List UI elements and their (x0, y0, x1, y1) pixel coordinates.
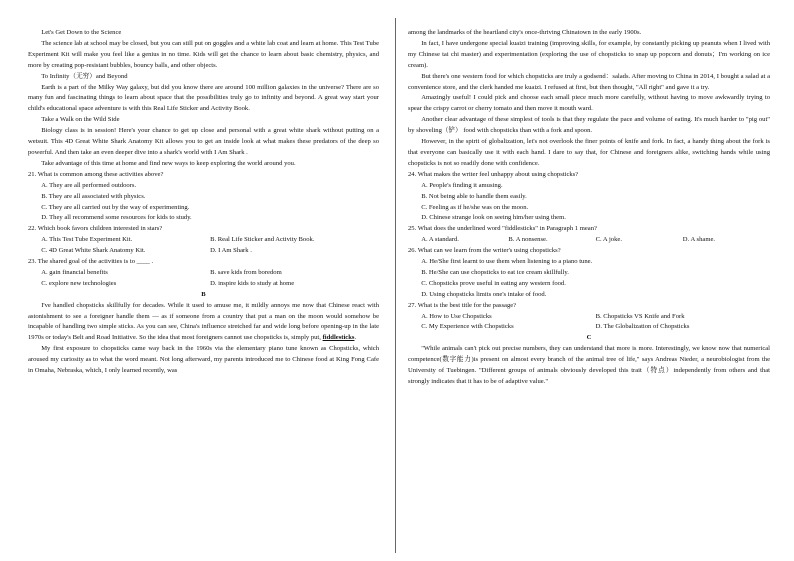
passage-a-title-2: To Infinity（无穷）and Beyond (41, 72, 128, 80)
question-26-option-b: B. He/She can use chopsticks to eat ice cream skillfully. (421, 268, 569, 276)
question-22-options-row-1 (28, 235, 379, 246)
passage-a-paragraph-1: The science lab at school may be closed, but you can still put on goggles and a white lab coat and learn at home. This Test Tube Experiment Kit will make you feel like a genius in no time. Kids will get the chance to learn about basic chemistry, physics, and more by creating pop-resistant bubbles, bouncy balls, and other objects. (28, 39, 379, 69)
question-27-options-row-1 (408, 312, 770, 323)
question-26-option-a: A. He/She first learnt to use them when listening to a piano tune. (421, 258, 593, 266)
question-22: 22. Which book favors children interested in stars? (28, 225, 163, 233)
passage-b-paragraph-3: In fact, I have undergone special kuaizi training (improving skills, for example, by constantly picking up peanuts when I lived with my Chinese tai chi master) and experimentation (exploring the use of chopsticks to snap up popcorn and donuts；I'm working on ice cream). (408, 39, 770, 69)
question-26-option-c: C. Chopsticks prove useful in eating any western food. (421, 279, 566, 287)
passage-c-paragraph-1: "While animals can't pick out precise numbers, they can understand that more is more. Interestingly, we know now that numerical competence(数字能力)is present on almost every branch of the animal tree of life," says Andreas Nieder, a neurobiologist from the University of Tuebingen. "Different groups of animals obviously developed this trait（特点）independently from others and that strongly indicates that it has to be of adaptive value." (408, 345, 770, 385)
question-23-options-row-2 (28, 279, 379, 290)
question-24-option-c: C. Feeling as if he/she was on the moon. (421, 203, 529, 211)
question-21-option-d: D. They all recommend some resources for kids to study. (41, 214, 192, 222)
question-22-options-row-2 (28, 246, 379, 257)
question-23-option-a: A. gain financial benefits (41, 268, 108, 276)
question-24-option-b: B. Not being able to handle them easily. (421, 192, 527, 200)
question-27-option-b: B. Chopsticks VS Knife and Fork (595, 312, 685, 320)
question-23-option-d: D. inspire kids to study at home (210, 279, 295, 287)
passage-b-paragraph-1-end: . (354, 334, 357, 342)
question-21: 21. What is common among these activities above? (28, 170, 164, 178)
question-25-option-a: A. A standard. (421, 236, 459, 244)
question-25-option-c: C. A joke. (595, 236, 622, 244)
passage-b-paragraph-7: However, in the spirit of globalization, let's not overlook the finer points of knife and fork. In fact, a handy thing about the fork is that everyone can basically use it with each hand. I dare to say that, for Chinese and foreigners alike, switching hands while using chopsticks is not so readily done with confidence. (408, 138, 770, 167)
question-23: 23. The shared goal of the activities is to ____ . (28, 258, 154, 266)
passage-b-paragraph-6: Another clear advantage of these simplest of tools is that they regulate the pace and volume of eating. It's much harder to "pig out" by shoveling（铲） food with chopsticks than with a fork and spoon. (408, 116, 770, 135)
underlined-word-fiddlesticks: fiddlesticks (322, 334, 355, 342)
passage-a-paragraph-3: Biology class is in session! Here's your chance to get up close and personal with a great white shark without putting on a wetsuit. This 4D Great White Shark Anatomy Kit allows you to get an inside look at what makes these predators of the deep so powerful. And then take an even deeper dive into a shark's world with I Am Shark . (28, 127, 379, 156)
section-c-heading: C (586, 334, 592, 342)
question-22-option-b: B. Real Life Sticker and Activity Book. (210, 236, 315, 244)
passage-a-title-3: Take a Walk on the Wild Side (41, 116, 120, 124)
right-column (408, 28, 770, 388)
question-25: 25. What does the underlined word "fiddlesticks" in Paragraph 1 mean? (408, 225, 597, 233)
passage-b-paragraph-1 (28, 301, 379, 345)
question-24-option-d: D. Chinese strange look on seeing him/her using them. (421, 214, 566, 222)
question-21-option-b: B. They are all associated with physics. (41, 192, 146, 200)
question-22-option-a: A. This Test Tube Experiment Kit. (41, 236, 133, 244)
section-b-heading: B (201, 290, 206, 298)
passage-b-paragraph-2: My first exposure to chopsticks came way back in the 1960s via the elementary piano tune known as Chopsticks, which aroused my curiosity as to what the word meant. Not long afterward, my parents introduced me to Chinese food at King Fong Cafe in Omaha, Nebraska, which, I only learned recently, was (28, 345, 379, 375)
passage-a-title-1: Let's Get Down to the Science (41, 29, 122, 36)
passage-b-paragraph-5: Amazingly useful! I could pick and choose each small piece much more carefully, without having to move awkwardly trying to spear the crispy carrot or cherry tomato and then move it mouth ward. (408, 94, 770, 113)
question-25-option-d: D. A shame. (682, 236, 716, 244)
question-27-option-d: D. The Globalization of Chopsticks (595, 323, 690, 331)
question-23-options-row-1 (28, 268, 379, 279)
passage-b-paragraph-1-text: I've handled chopsticks skillfully for decades. While it used to amuse me, it mildly annoys me now that Chinese react with astonishment to see a foreigner handle them — as if someone from a country that put a man on the moon would somehow be incapable of handling two simple sticks. As you can see, China's influence stretched far and wide long before opening-up in the late 1970s or today's Belt and Road Initiative. So the idea that most foreigners cannot use chopsticks is, simply put, (28, 301, 379, 342)
passage-a-paragraph-2: Earth is a part of the Milky Way galaxy, but did you know there are around 100 million galaxies in the universe? There are so many fun and fascinating things to learn about space that the possibilities truly go to infinity and beyond. A great way start your child's educational space adventure is with this Real Life Sticker and Activity Book. (28, 83, 379, 113)
question-21-option-c: C. They are all carried out by the way of experimenting. (41, 203, 190, 211)
question-27-options-row-2 (408, 322, 770, 333)
question-27-option-a: A. How to Use Chopsticks (421, 312, 492, 320)
left-column (28, 28, 379, 377)
question-25-option-b: B. A nonsense. (508, 236, 548, 244)
passage-b-paragraph-2-continued: among the landmarks of the heartland city's once-thriving Chinatown in the early 1900s. (408, 29, 642, 36)
column-divider (395, 18, 396, 553)
question-26: 26. What can we learn from the writer's using chopsticks? (408, 247, 561, 255)
question-27-option-c: C. My Experience with Chopsticks (421, 323, 514, 331)
passage-b-paragraph-4: But there's one western food for which chopsticks are truly a godsend：salads. After moving to China in 2014, I bought a salad at a convenience store, and the clerk handed me kuaizi. I refused at first, but then thought, "All right" and gave it a try. (408, 72, 770, 91)
question-26-option-d: D. Using chopsticks limits one's intake of food. (421, 290, 547, 298)
question-21-option-a: A. They are all performed outdoors. (41, 181, 137, 189)
question-23-option-b: B. save kids from boredom (210, 268, 282, 276)
question-22-option-c: C. 4D Great White Shark Anatomy Kit. (41, 247, 146, 255)
question-24: 24. What makes the writer feel unhappy about using chopsticks? (408, 170, 579, 178)
passage-a-paragraph-4: Take advantage of this time at home and find new ways to keep exploring the world around you. (41, 159, 296, 167)
question-25-options-row (408, 235, 770, 246)
question-27: 27. What is the best title for the passage? (408, 301, 517, 309)
question-24-option-a: A. People's finding it amusing. (421, 181, 503, 189)
question-22-option-d: D. I Am Shark . (210, 247, 252, 255)
question-23-option-c: C. explore new technologies (41, 279, 117, 287)
